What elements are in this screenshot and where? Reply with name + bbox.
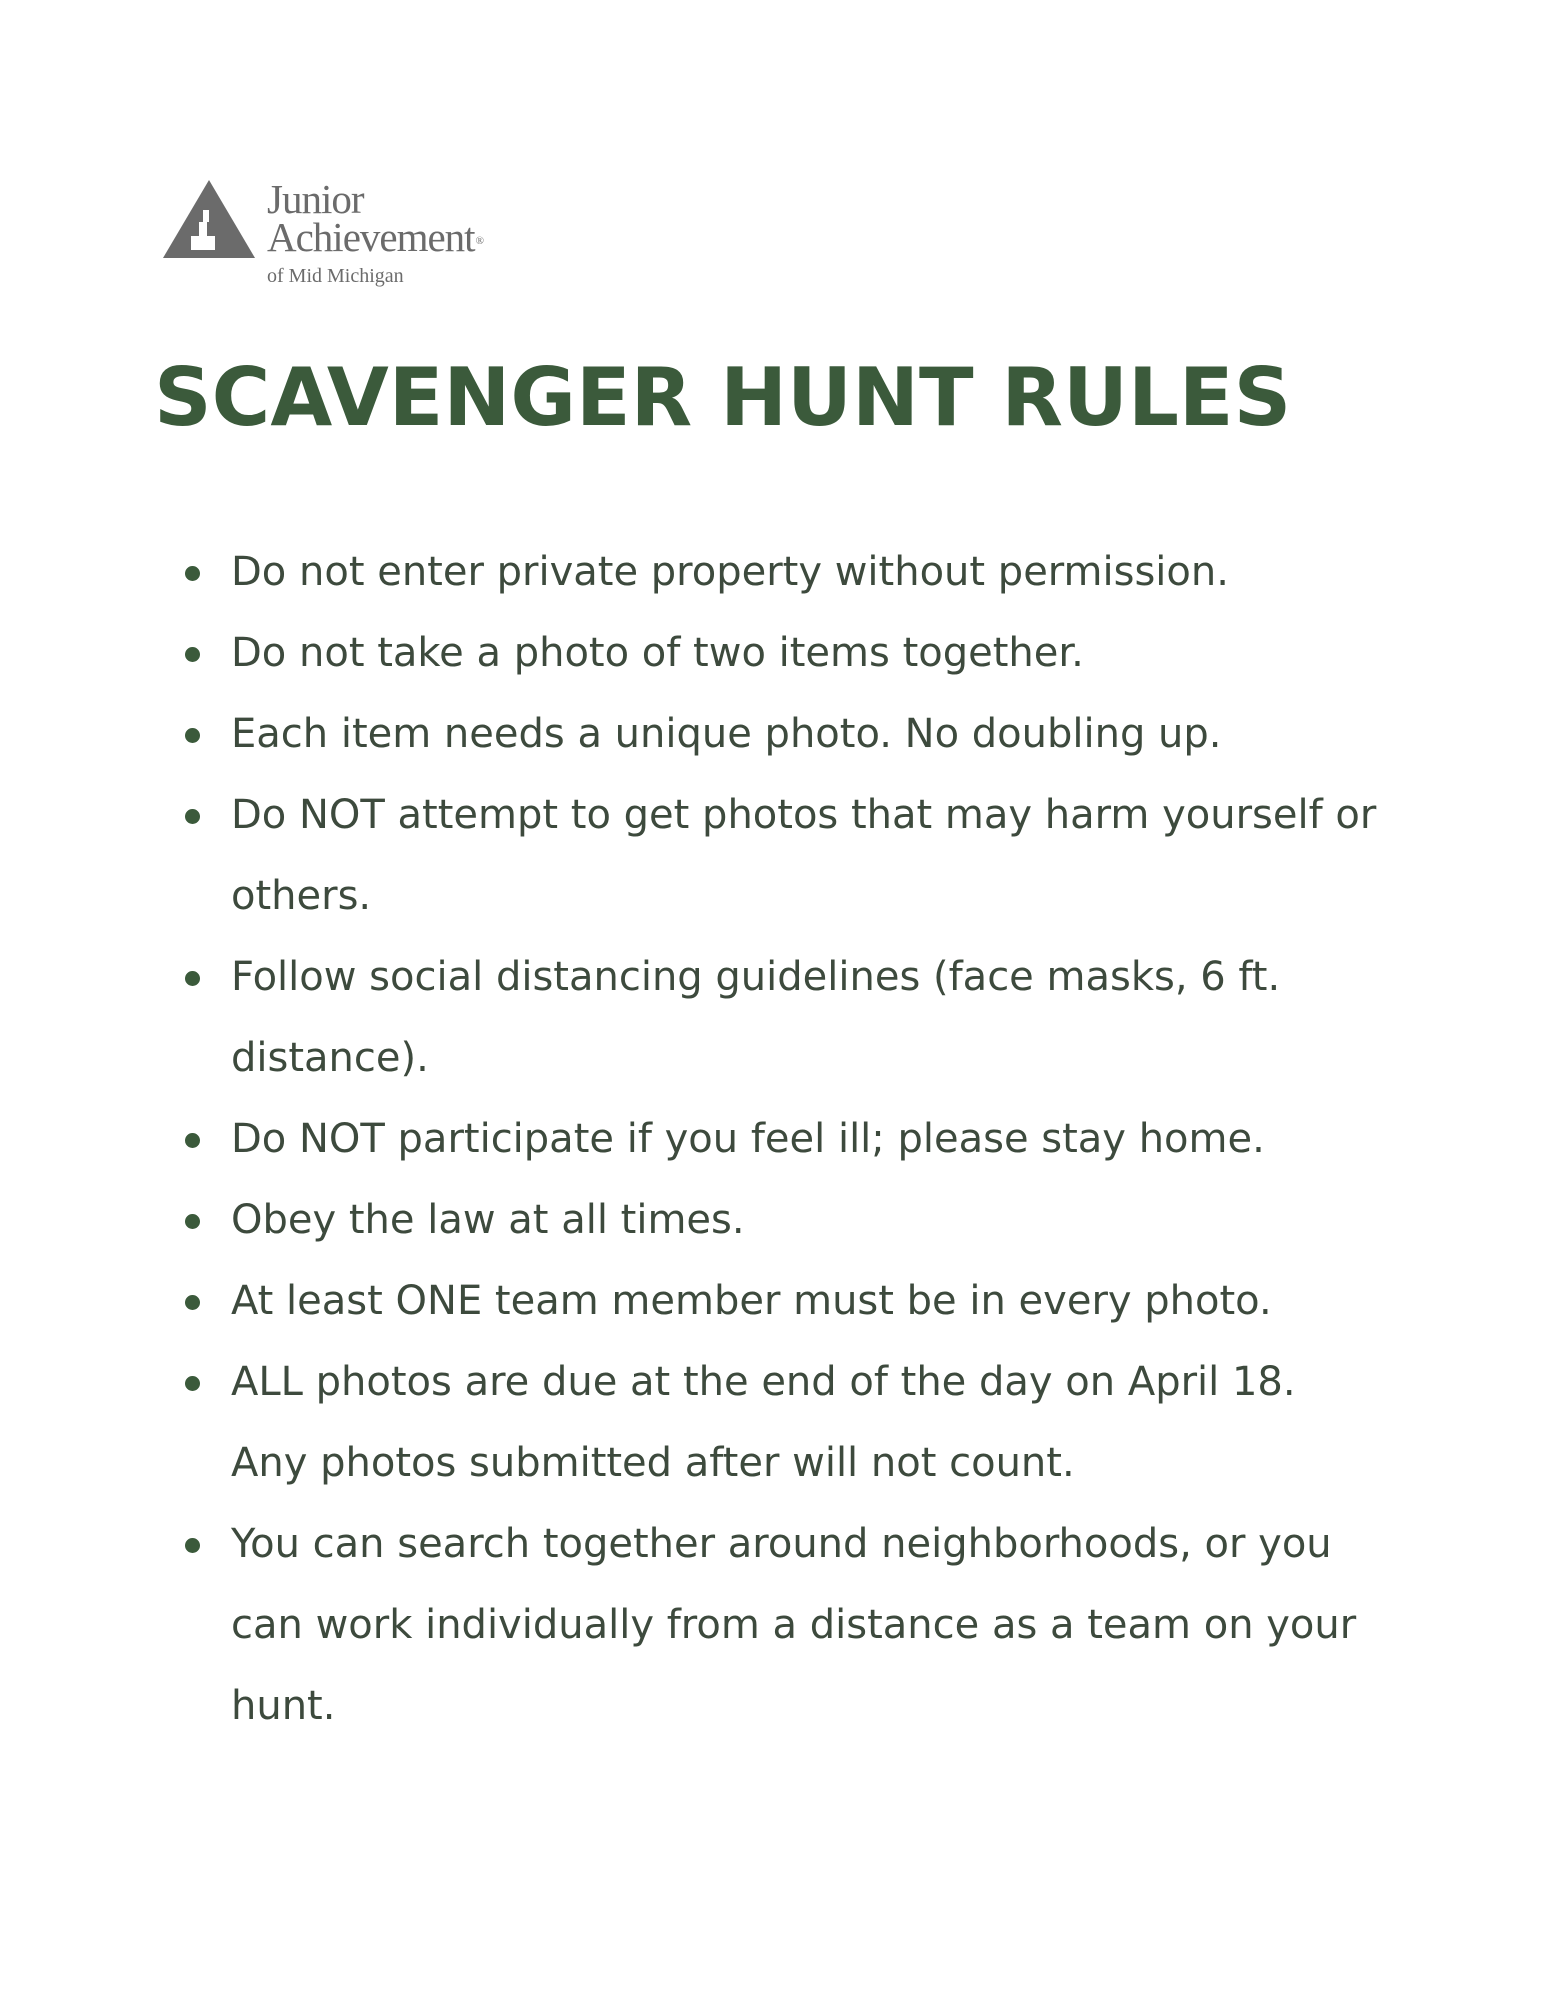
logo [163, 176, 523, 300]
bullet-icon [185, 1214, 200, 1229]
rule-item [183, 532, 1383, 613]
bullet-icon [185, 647, 200, 662]
bullet-icon [185, 1538, 200, 1553]
rule-text: Do not enter private property without permission. [231, 549, 1229, 595]
rule-item [183, 1099, 1383, 1180]
logo-subtitle: of Mid Michigan [267, 265, 404, 287]
rule-item [183, 694, 1383, 775]
mountain-triangle-icon [163, 180, 255, 258]
bullet-icon [185, 1295, 200, 1310]
rule-text: You can search together around neighborhoods, or you can work individually from a distance as a team on your hunt. [231, 1521, 1357, 1729]
rule-item [183, 1504, 1383, 1747]
rule-text: ALL photos are due at the end of the day on April 18. Any photos submitted after will not count. [231, 1359, 1296, 1486]
logo-line-junior: Junior [267, 176, 364, 222]
bullet-icon [185, 1376, 200, 1391]
bullet-icon [185, 566, 200, 581]
page-title: SCAVENGER HUNT RULES [154, 351, 1292, 444]
logo-achievement-word: Achievement [267, 214, 475, 260]
bullet-icon [185, 971, 200, 986]
rule-item [183, 613, 1383, 694]
rule-text: Follow social distancing guidelines (face masks, 6 ft. distance). [231, 954, 1281, 1081]
rule-item [183, 1180, 1383, 1261]
bullet-icon [185, 728, 200, 743]
rule-text: Do NOT attempt to get photos that may harm yourself or others. [231, 792, 1377, 919]
rule-item [183, 775, 1383, 937]
registered-mark: ® [475, 235, 483, 247]
bullet-icon [185, 809, 200, 824]
rule-text: Do NOT participate if you feel ill; please stay home. [231, 1116, 1265, 1162]
logo-text [267, 176, 483, 288]
rule-item [183, 1261, 1383, 1342]
rule-text: Each item needs a unique photo. No doubling up. [231, 711, 1222, 757]
rule-text: Obey the law at all times. [231, 1197, 745, 1243]
rule-item [183, 937, 1383, 1099]
rule-text: Do not take a photo of two items together. [231, 630, 1084, 676]
logo-line-achievement [267, 214, 483, 260]
rules-list [183, 532, 1383, 1747]
rule-text: At least ONE team member must be in every photo. [231, 1278, 1272, 1324]
bullet-icon [185, 1133, 200, 1148]
rule-item [183, 1342, 1383, 1504]
